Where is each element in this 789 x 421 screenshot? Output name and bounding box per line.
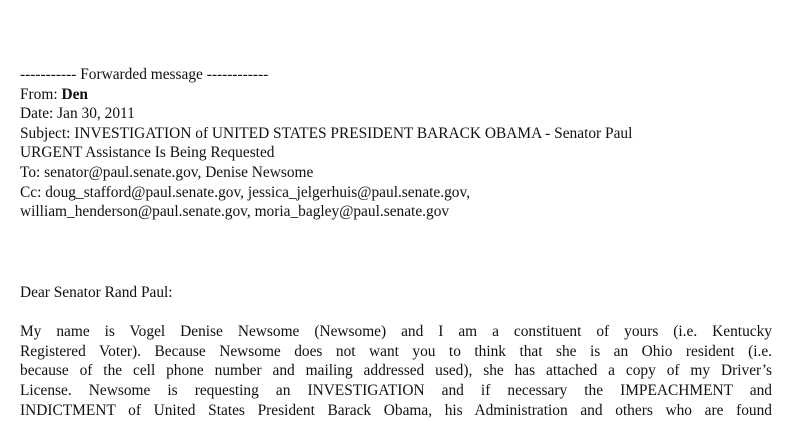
email-header: [20, 65, 780, 222]
from-line: [20, 85, 780, 105]
date-line: Date: Jan 30, 2011: [20, 105, 135, 123]
to-line: To: senator@paul.senate.gov, Denise Newsome: [20, 163, 314, 181]
body-line: My name is Vogel Denise Newsome (Newsome) and I am a constituent of yours (i.e. Kentucky: [20, 323, 772, 340]
letter-salutation: Dear Senator Rand Paul:: [20, 284, 173, 301]
subject-line-2: URGENT Assistance Is Being Requested: [20, 144, 275, 162]
from-label: From:: [20, 85, 62, 103]
cc-line-2: william_henderson@paul.senate.gov, moria_bagley@paul.senate.gov: [20, 203, 450, 221]
from-name: Den: [61, 85, 88, 103]
letter-body-paragraph: [20, 322, 772, 421]
body-line: Registered Voter). Because Newsome does not want you to think that she is an Ohio resident (i.e.: [20, 342, 772, 360]
body-line: License. Newsome is requesting an INVESTIGATION and if necessary the IMPEACHMENT and: [20, 382, 772, 400]
body-line: INDICTMENT of United States President Barack Obama, his Administration and others who are found: [20, 401, 772, 419]
cc-line-1: Cc: doug_stafford@paul.senate.gov, jessica_jelgerhuis@paul.senate.gov,: [20, 183, 471, 201]
forwarded-message-line: ----------- Forwarded message ------------: [20, 66, 269, 83]
subject-line-1: Subject: INVESTIGATION of UNITED STATES PRESIDENT BARACK OBAMA - Senator Paul: [20, 124, 633, 142]
body-line: because of the cell phone number and mailing addressed used), she has attached a copy of my Driver’s: [20, 362, 772, 380]
